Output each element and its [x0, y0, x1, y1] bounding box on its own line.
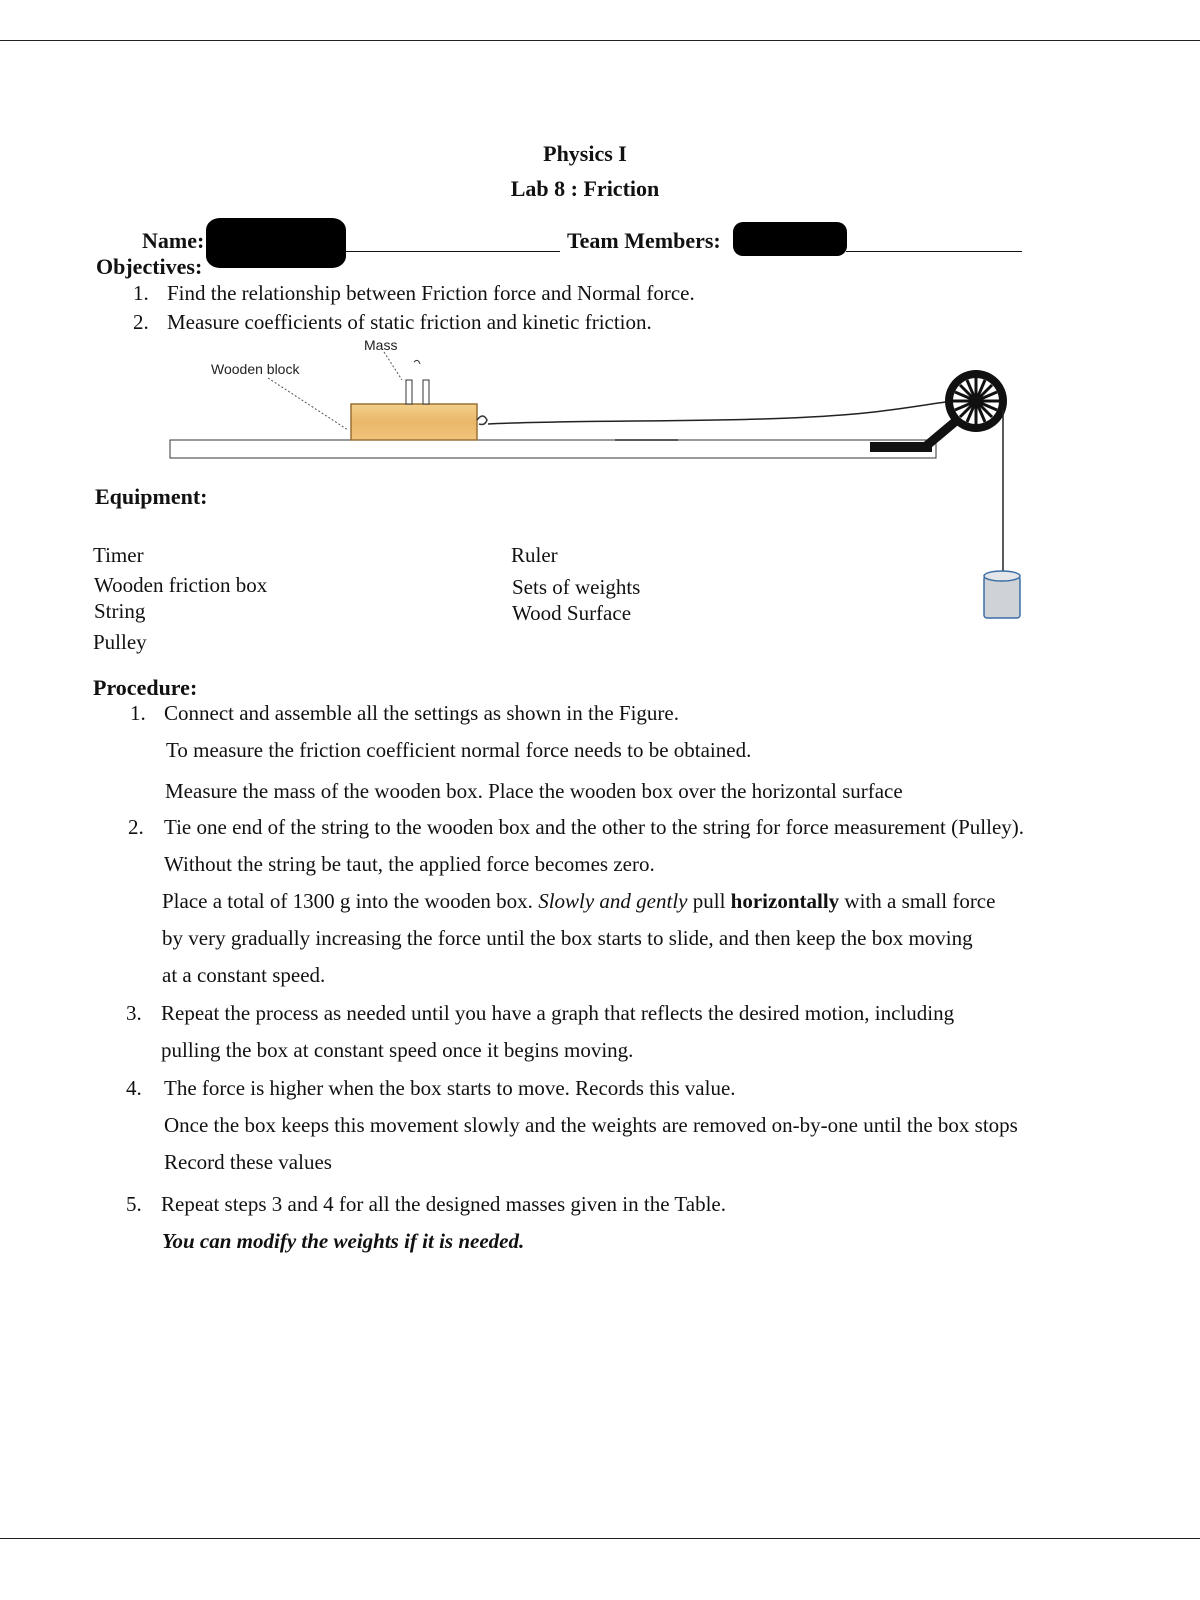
pulley-wheel: [945, 370, 1007, 432]
step-text: Connect and assemble all the settings as shown in the Figure.: [164, 701, 679, 725]
block-leader-line: [268, 378, 348, 430]
equipment-item: Wood Surface: [512, 601, 632, 625]
equipment-item: Pulley: [93, 630, 147, 654]
step-text-part: with a small force: [839, 889, 996, 913]
step-text: Tie one end of the string to the wooden box and the other to the string for force measurement (Pulley).: [164, 815, 1025, 839]
step-text: pulling the box at constant speed once it begins moving.: [161, 1038, 634, 1062]
equipment-item: String: [94, 599, 146, 623]
hanging-weight-cup: [984, 571, 1020, 618]
step-text: The force is higher when the box starts to move. Records this value.: [164, 1076, 736, 1100]
team-members-label: Team Members:: [567, 228, 721, 253]
step-text: by very gradually increasing the force until the box starts to slide, and then keep the box moving: [162, 926, 973, 950]
step-text-part: pull: [687, 889, 731, 913]
mass-leader-line: [384, 352, 402, 380]
step-number: 1.: [130, 701, 146, 725]
step-text: Once the box keeps this movement slowly and the weights are removed on-by-one until the box stops: [164, 1113, 1018, 1137]
step-text: at a constant speed.: [162, 963, 326, 987]
step-number: 5.: [126, 1192, 142, 1216]
objective-number: 1.: [133, 281, 149, 305]
step-text: Measure the mass of the wooden box. Place the wooden box over the horizontal surface: [165, 779, 903, 803]
block-hook: [477, 416, 487, 425]
step-text-mixed: [162, 889, 995, 914]
equipment-item: Wooden friction box: [94, 573, 268, 597]
objectives-heading: Objectives:: [96, 254, 203, 279]
lab-title: Lab 8 : Friction: [510, 176, 660, 201]
objective-number: 2.: [133, 310, 149, 334]
equipment-item: Timer: [93, 543, 144, 567]
course-title: Physics I: [543, 141, 627, 166]
step-text-part: Place a total of 1300 g into the wooden box.: [162, 889, 539, 913]
mass-label: Mass: [364, 337, 398, 353]
wooden-block-label: Wooden block: [211, 361, 300, 377]
friction-setup-diagram: [0, 0, 1200, 640]
step-text: Record these values: [164, 1150, 332, 1174]
equipment-heading: Equipment:: [95, 484, 208, 509]
objective-item: Measure coefficients of static friction and kinetic friction.: [167, 310, 652, 334]
step-text: Repeat steps 3 and 4 for all the designed masses given in the Table.: [161, 1192, 727, 1216]
emphasis-italic: Slowly and gently: [538, 889, 688, 913]
wood-surface: [170, 440, 936, 458]
string-horizontal: [488, 400, 960, 424]
step-number: 2.: [128, 815, 144, 839]
step-number: 3.: [126, 1001, 142, 1025]
step-number: 4.: [126, 1076, 142, 1100]
emphasis-bold: horizontally: [730, 889, 840, 913]
equipment-item: Ruler: [511, 543, 558, 567]
name-label: Name:: [142, 228, 205, 253]
equipment-item: Sets of weights: [512, 575, 641, 599]
step-note: You can modify the weights if it is needed.: [162, 1229, 525, 1253]
step-text: Without the string be taut, the applied force becomes zero.: [164, 852, 655, 876]
mass-weight: [423, 380, 429, 404]
procedure-heading: Procedure:: [93, 675, 198, 700]
step-text: To measure the friction coefficient normal force needs to be obtained.: [166, 738, 752, 762]
mass-hook: [414, 360, 420, 364]
objective-item: Find the relationship between Friction force and Normal force.: [167, 281, 695, 305]
step-text: Repeat the process as needed until you have a graph that reflects the desired motion, including: [161, 1001, 955, 1025]
bottom-rule: [0, 1538, 1200, 1539]
mass-weight: [406, 380, 412, 404]
wooden-block: [351, 404, 477, 440]
